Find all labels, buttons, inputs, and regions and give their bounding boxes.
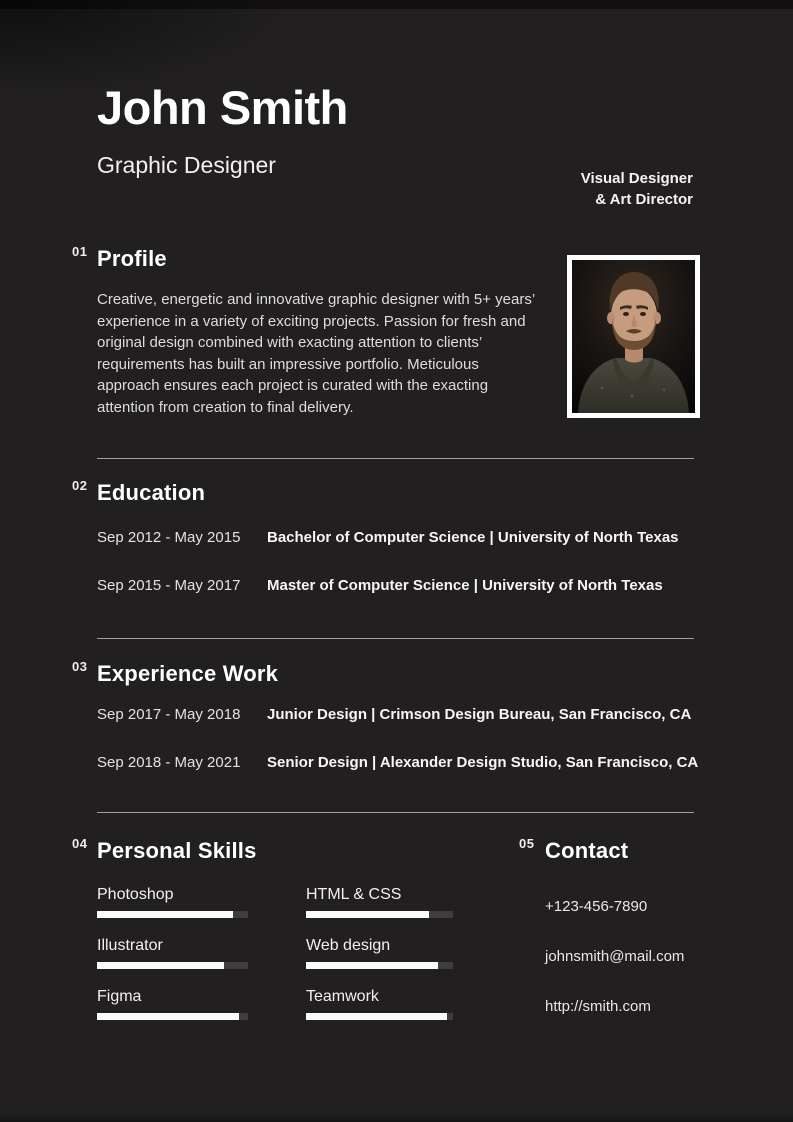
skill-bar-fill xyxy=(306,1013,447,1020)
skill-item xyxy=(306,937,453,969)
skill-bar-track xyxy=(306,911,453,918)
tagline xyxy=(581,168,693,210)
education-detail: Master of Computer Science | University of North Texas xyxy=(267,577,663,594)
skill-label: HTML & CSS xyxy=(306,886,402,903)
skill-label: Teamwork xyxy=(306,988,379,1005)
skill-bar-fill xyxy=(97,1013,239,1020)
skill-bar-fill xyxy=(97,962,224,969)
skill-bar-fill xyxy=(306,911,429,918)
contact-website: http://smith.com xyxy=(545,998,651,1015)
section-divider xyxy=(97,638,694,639)
contact-email: johnsmith@mail.com xyxy=(545,948,685,965)
profile-photo xyxy=(567,255,700,418)
experience-row xyxy=(97,706,717,723)
tagline-line-2: & Art Director xyxy=(595,191,693,208)
section-heading-skills: Personal Skills xyxy=(97,838,257,863)
experience-dates: Sep 2017 - May 2018 xyxy=(97,706,241,723)
skill-item xyxy=(306,988,453,1020)
experience-dates: Sep 2018 - May 2021 xyxy=(97,754,241,771)
education-dates: Sep 2015 - May 2017 xyxy=(97,577,241,594)
contact-phone: +123-456-7890 xyxy=(545,898,648,915)
skill-bar-track xyxy=(97,1013,248,1020)
experience-detail: Senior Design | Alexander Design Studio, San Francisco, CA xyxy=(267,754,699,771)
section-number-skills: 04 xyxy=(72,836,88,851)
education-detail: Bachelor of Computer Science | University of North Texas xyxy=(267,529,679,546)
experience-detail: Junior Design | Crimson Design Bureau, San Francisco, CA xyxy=(267,706,692,723)
person-name: John Smith xyxy=(97,81,348,134)
section-number-contact: 05 xyxy=(519,836,535,851)
skill-label: Figma xyxy=(97,988,142,1005)
education-dates: Sep 2012 - May 2015 xyxy=(97,529,241,546)
section-divider xyxy=(97,458,694,459)
section-divider xyxy=(97,812,694,813)
skill-bar-track xyxy=(97,962,248,969)
profile-summary: Creative, energetic and innovative graphic designer with 5+ years’ experience in a variety of exciting projects. Passion for fresh and original design combined with exacting attention to clients’ requirements has built an impressive portfolio. Meticulous approach ensures each project is curated with the exacting attention from creation to final delivery. xyxy=(97,291,535,416)
skill-label: Photoshop xyxy=(97,886,174,903)
skill-bar-fill xyxy=(306,962,438,969)
education-row xyxy=(97,529,717,546)
experience-row xyxy=(97,754,717,771)
section-heading-experience: Experience Work xyxy=(97,661,279,686)
section-heading-contact: Contact xyxy=(545,838,629,863)
portrait-photo-icon xyxy=(572,260,695,413)
section-number-experience: 03 xyxy=(72,659,88,674)
education-row xyxy=(97,577,717,594)
skill-item xyxy=(306,886,453,918)
skill-label: Illustrator xyxy=(97,937,163,954)
tagline-line-1: Visual Designer xyxy=(580,170,693,187)
skill-item xyxy=(97,886,248,918)
section-number-education: 02 xyxy=(72,478,88,493)
skill-bar-track xyxy=(306,962,453,969)
skill-bar-track xyxy=(97,911,248,918)
section-heading-profile: Profile xyxy=(97,246,167,271)
section-number-profile: 01 xyxy=(72,244,88,259)
skill-label: Web design xyxy=(306,937,391,954)
skill-item xyxy=(97,988,248,1020)
skill-item xyxy=(97,937,248,969)
section-heading-education: Education xyxy=(97,480,206,505)
skill-bar-track xyxy=(306,1013,453,1020)
skill-bar-fill xyxy=(97,911,233,918)
job-title: Graphic Designer xyxy=(97,152,276,178)
